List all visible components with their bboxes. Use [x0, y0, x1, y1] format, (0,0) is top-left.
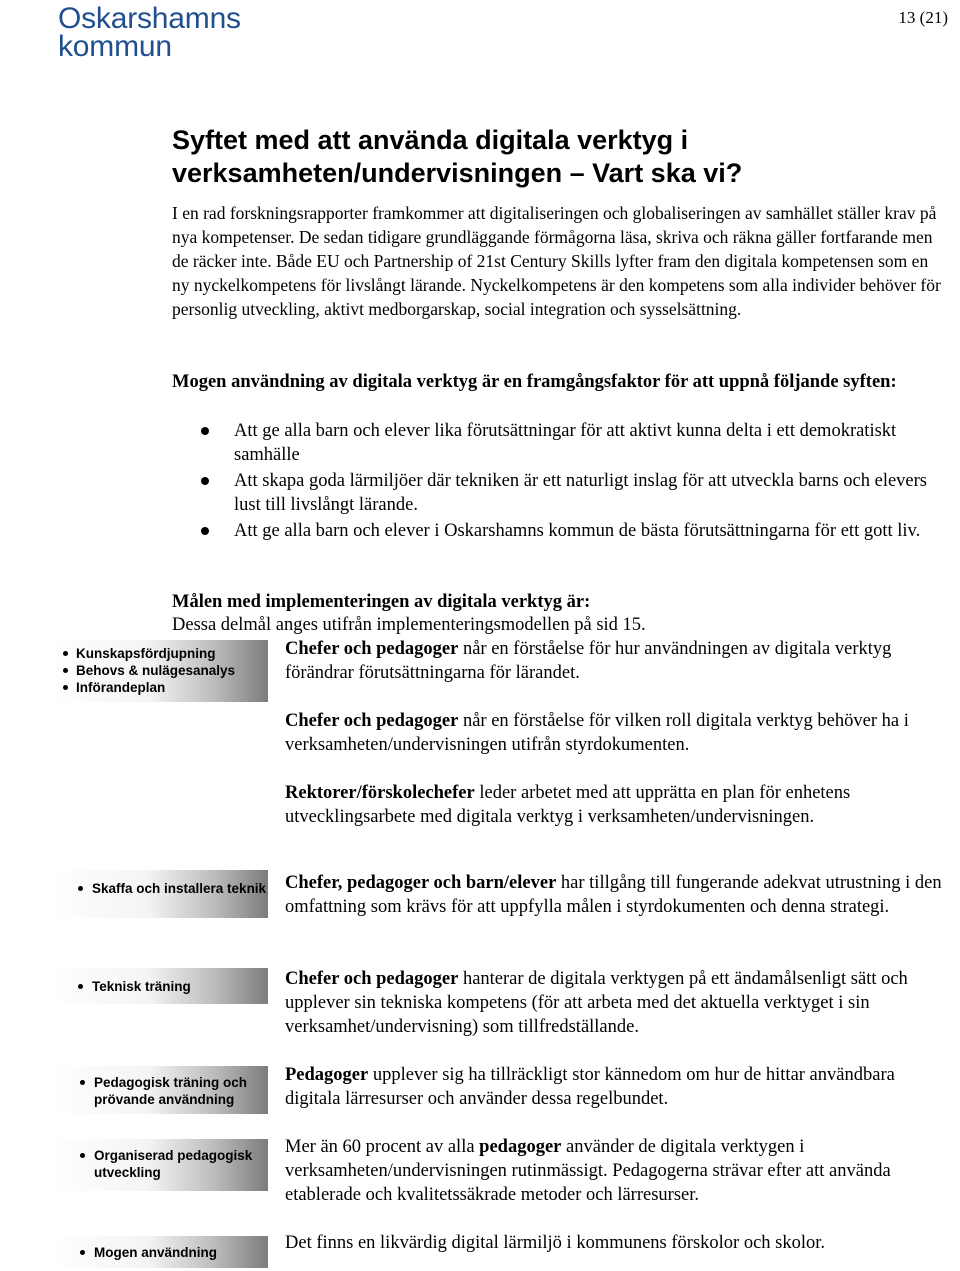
goals-heading: Målen med implementeringen av digitala verktyg är: [172, 592, 591, 612]
goal-item-3: Rektorer/förskolechefer leder arbetet med att upprätta en plan för enhetens utvecklingsarbete med digitala verktyg i verksamheten/undervisningen. [285, 783, 851, 827]
phase-box-4 [50, 1066, 268, 1114]
goal-item-2: Chefer och pedagoger når en förståelse för vilken roll digitala verktyg behöver ha i verksamheten/undervisningen utifrån styrdokumenten. [285, 711, 909, 755]
bullet-icon [201, 427, 209, 435]
purpose-item: Att ge alla barn och elever lika förutsättningar för att aktivt kunna delta i ett demokratiskt samhälle [172, 419, 932, 467]
bullet-icon [63, 668, 68, 673]
purpose-heading: Mogen användning av digitala verktyg är en framgångsfaktor för att uppnå följande syften: [172, 372, 897, 392]
phase-item: Skaffa och installera teknik [50, 880, 268, 897]
phase-box-2 [50, 870, 268, 918]
bullet-icon [80, 1080, 85, 1085]
bullet-icon [78, 984, 83, 989]
goal-item-7: Mer än 60 procent av alla pedagoger använder de digitala verktygen i verksamheten/undervisningen rutinmässigt. Pedagogerna strävar efter att använda etablerade och kvalitetssäkrade metoder och lärresurser. [285, 1137, 891, 1205]
purpose-list [172, 419, 932, 545]
bullet-icon [78, 886, 83, 891]
goal-item-4: Chefer, pedagoger och barn/elever har tillgång till fungerande adekvat utrustning i den omfattning som krävs för att uppfylla målen i styrdokumenten och denna strategi. [285, 873, 942, 917]
goal-item-5: Chefer och pedagoger hanterar de digitala verktygen på ett ändamålsenligt sätt och upplever sin tekniska kompetens (för att arbeta med det aktuella verktyget i sin verksamhet/undervisning) som tillfredställande. [285, 969, 908, 1037]
bullet-icon [63, 685, 68, 690]
goal-item-1: Chefer och pedagoger når en förståelse för hur användningen av digitala verktyg förändrar förutsättningarna för lärandet. [285, 639, 892, 683]
intro-paragraph: I en rad forskningsrapporter framkommer att digitaliseringen och globaliseringen av samhället ställer krav på nya kompetenser. De sedan tidigare grundläggande förmågorna läsa, skriva och räkna gäller fortfarande men de räcker inte. Både EU och Partnership of 21st Century Skills lyfter fram den digitala kompetensen som en ny nyckelkompetens för livslångt lärande. Nyckelkompetens är den kompetens som alla individer behöver för personlig utveckling, aktivt medborgarskap, social integration och sysselsättning. [172, 203, 941, 319]
goal-item-8: Det finns en likvärdig digital lärmiljö i kommunens förskolor och skolor. [285, 1233, 826, 1253]
phase-box-5 [50, 1139, 268, 1191]
phase-box-3 [50, 968, 268, 1004]
phase-box-6 [50, 1236, 268, 1268]
phase-item: Organiserad pedagogisk utveckling [50, 1147, 268, 1181]
bullet-icon [80, 1153, 85, 1158]
phase-item: Införandeplan [50, 679, 268, 696]
bullet-icon [201, 477, 209, 485]
goal-item-6: Pedagoger upplever sig ha tillräckligt stor kännedom om hur de hittar användbara digitala lärresurser och använder dessa regelbundet. [285, 1065, 895, 1109]
bullet-icon [80, 1250, 85, 1255]
phase-item: Behovs & nulägesanalys [50, 662, 268, 679]
phase-item: Mogen användning [50, 1244, 268, 1261]
purpose-item: Att ge alla barn och elever i Oskarshamns kommun de bästa förutsättningarna för ett gott liv. [172, 519, 932, 543]
logo-oskarshamns: Oskarshamns [58, 2, 241, 35]
goals-subheading: Dessa delmål anges utifrån implementeringsmodellen på sid 15. [172, 615, 646, 635]
phase-item: Teknisk träning [50, 978, 268, 995]
bullet-icon [201, 527, 209, 535]
bullet-icon [63, 651, 68, 656]
purpose-item: Att skapa goda lärmiljöer där tekniken är ett naturligt inslag för att utveckla barns och elevers lust till livslångt lärande. [172, 469, 932, 517]
phase-item: Pedagogisk träning och prövande användning [50, 1074, 268, 1108]
phase-box-1 [50, 640, 268, 702]
page-number: 13 (21) [898, 8, 948, 27]
page-title: Syftet med att använda digitala verktyg i verksamheten/undervisningen – Vart ska vi? [172, 125, 743, 188]
logo-kommun: kommun [58, 30, 172, 63]
phase-item: Kunskapsfördjupning [50, 645, 268, 662]
